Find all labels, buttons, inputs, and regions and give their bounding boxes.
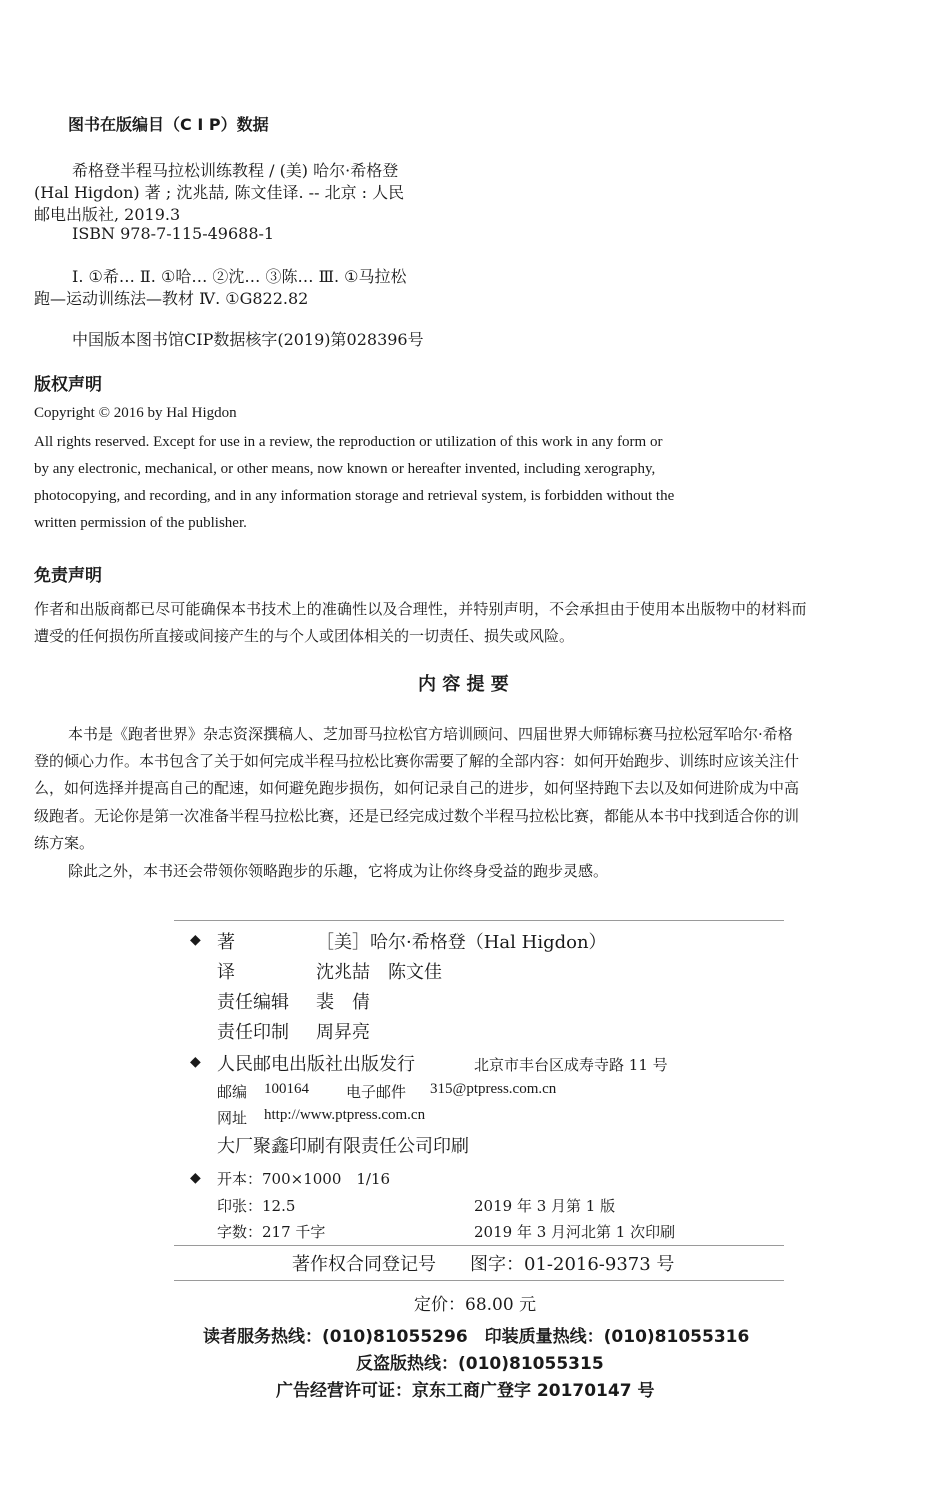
cip-class-line: 跑—运动训练法—教材 Ⅳ. ①G822.82 — [34, 289, 309, 308]
author-value: ［美］哈尔·希格登（Hal Higdon） — [316, 932, 607, 953]
email-value: 315@ptpress.com.cn — [430, 1081, 557, 1097]
contract-top-rule — [174, 1245, 784, 1246]
contract-label: 著作权合同登记号 — [292, 1254, 436, 1275]
book-price: 定价：68.00 元 — [414, 1295, 537, 1315]
email-label: 电子邮件 — [346, 1083, 407, 1101]
cip-class-line: Ⅰ. ①希… Ⅱ. ①哈… ②沈… ③陈… Ⅲ. ①马拉松 — [72, 267, 407, 286]
publisher-name: 人民邮电出版社出版发行 — [217, 1054, 415, 1075]
copyright-line: All rights reserved. Except for use in a review, the reproduction or utilization of this work in any form or — [34, 434, 663, 450]
editor-label: 责任编辑 — [217, 992, 289, 1013]
summary-line: 登的倾心力作。本书包含了关于如何完成半程马拉松比赛你需要了解的全部内容：如何开始跑步、训练时应该关注什 — [34, 752, 800, 770]
summary-heading: 内 容 提 要 — [418, 674, 509, 695]
book-format: 开本：700×1000 1/16 — [217, 1170, 391, 1188]
summary-line: 么，如何选择并提高自己的配速，如何避免跑步损伤，如何记录自己的进步，如何坚持跑下去以及如何进阶成为中高 — [34, 779, 800, 797]
copyright-line: by any electronic, mechanical, or other means, now known or hereafter invented, including xerography, — [34, 461, 656, 477]
cip-isbn: ISBN 978-7-115-49688-1 — [72, 224, 275, 243]
print-sheets: 印张：12.5 — [217, 1197, 296, 1215]
copyright-line: written permission of the publisher. — [34, 515, 247, 531]
printing-supervisor-value: 周昇亮 — [316, 1022, 370, 1043]
copyright-line: photocopying, and recording, and in any information storage and retrieval system, is forbidden without the — [34, 488, 675, 504]
zip-value: 100164 — [264, 1081, 309, 1097]
website-value: http://www.ptpress.com.cn — [264, 1107, 426, 1123]
editor-value: 裴 倩 — [316, 992, 370, 1013]
bullet-icon: ◆ — [190, 1054, 201, 1070]
print-run-info: 2019 年 3 月河北第 1 次印刷 — [474, 1223, 676, 1241]
copyright-heading: 版权声明 — [34, 375, 102, 395]
translator-value: 沈兆喆 陈文佳 — [316, 962, 442, 983]
contract-bottom-rule — [174, 1280, 784, 1281]
publisher-address: 北京市丰台区成寿寺路 11 号 — [474, 1056, 668, 1074]
printing-supervisor-label: 责任印制 — [217, 1022, 289, 1043]
summary-line: 本书是《跑者世界》杂志资深撰稿人、芝加哥马拉松官方培训顾问、四届世界大师锦标赛马拉松冠军哈尔·希格 — [68, 725, 793, 743]
disclaimer-line: 作者和出版商都已尽可能确保本书技术上的准确性以及合理性，并特别声明，不会承担由于使用本出版物中的材料而 — [34, 600, 807, 618]
disclaimer-line: 遭受的任何损伤所直接或间接产生的与个人或团体相关的一切责任、损失或风险。 — [34, 627, 575, 645]
translator-label: 译 — [217, 962, 235, 983]
hotline-line: 读者服务热线：(010)81055296 印装质量热线：(010)81055316 — [203, 1327, 750, 1347]
word-count: 字数：217 千字 — [217, 1223, 326, 1241]
contract-value: 图字：01-2016-9373 号 — [470, 1254, 675, 1275]
anti-piracy-hotline: 反盗版热线：(010)81055315 — [356, 1354, 604, 1374]
website-label: 网址 — [217, 1109, 248, 1127]
bullet-icon: ◆ — [190, 932, 201, 948]
ad-license: 广告经营许可证：京东工商广登字 20170147 号 — [276, 1381, 655, 1401]
author-label: 著 — [217, 932, 235, 953]
summary-line: 除此之外，本书还会带领你领略跑步的乐趣，它将成为让你终身受益的跑步灵感。 — [68, 862, 609, 880]
cip-line: 邮电出版社, 2019.3 — [34, 205, 181, 224]
cip-title: 图书在版编目（C I P）数据 — [68, 115, 269, 134]
printer-name: 大厂聚鑫印刷有限责任公司印刷 — [217, 1136, 469, 1157]
summary-line: 级跑者。无论你是第一次准备半程马拉松比赛，还是已经完成过数个半程马拉松比赛，都能从本书中找到适合你的训 — [34, 807, 800, 825]
cip-line: 希格登半程马拉松训练教程 / (美) 哈尔·希格登 — [72, 161, 399, 180]
disclaimer-heading: 免责声明 — [34, 566, 102, 586]
zip-label: 邮编 — [217, 1083, 248, 1101]
cip-line: (Hal Higdon) 著 ; 沈兆喆, 陈文佳译. -- 北京 : 人民 — [34, 183, 405, 202]
edition-info: 2019 年 3 月第 1 版 — [474, 1197, 616, 1215]
colophon-top-rule — [174, 920, 784, 921]
bullet-icon: ◆ — [190, 1170, 201, 1186]
summary-line: 练方案。 — [34, 834, 95, 852]
copyright-line: Copyright © 2016 by Hal Higdon — [34, 405, 237, 421]
cip-record-number: 中国版本图书馆CIP数据核字(2019)第028396号 — [72, 330, 424, 349]
